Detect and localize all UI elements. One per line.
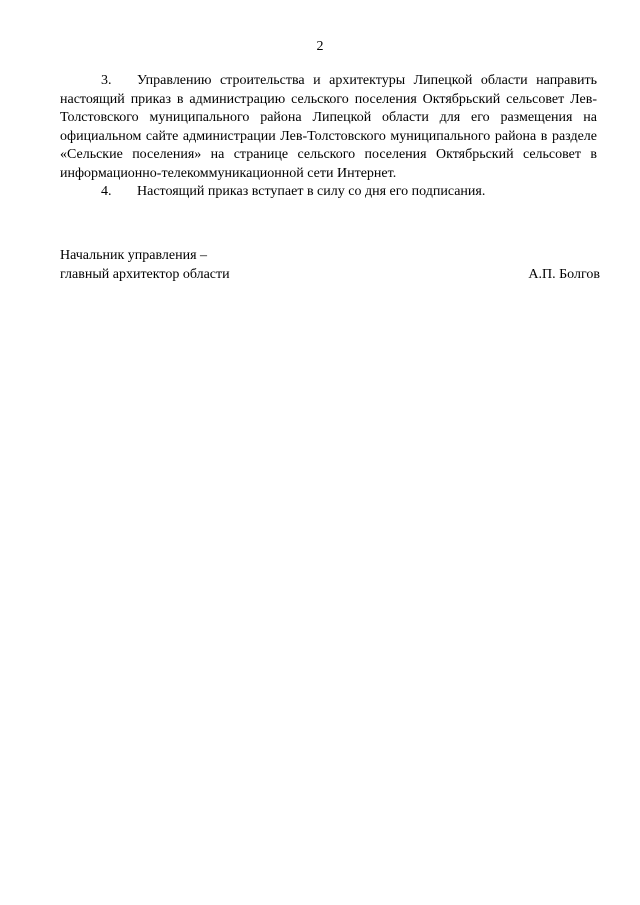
clause-4 <box>60 183 597 202</box>
document-body <box>60 72 597 202</box>
clause-number: 3. <box>101 73 112 88</box>
page-number: 2 <box>316 39 324 54</box>
clause-number: 4. <box>101 184 112 199</box>
signature-block <box>60 247 600 284</box>
signature-position-title: Начальник управления – <box>60 248 208 263</box>
clause-text: Настоящий приказ вступает в силу со дня его подписания. <box>137 184 486 199</box>
clause-text: Управлению строительства и архитектуры Липецкой области направить настоящий приказ в администрацию сельского поселения Октябрьский сельсовет Лев-Толстовского муниципального района Липецкой области для его размещения на официальном сайте администрации Лев-Толстовского муниципального района в разделе «Сельские поселения» на странице сельского поселения Октябрьский сельсовет в информационно-телекоммуникационной сети Интернет. <box>60 73 597 181</box>
signature-position-subtitle: главный архитектор области <box>60 266 230 282</box>
clause-3 <box>60 72 597 183</box>
signatory-name: А.П. Болгов <box>528 266 600 282</box>
signature-position-line-2 <box>60 266 600 285</box>
signature-position-line-1 <box>60 247 600 266</box>
